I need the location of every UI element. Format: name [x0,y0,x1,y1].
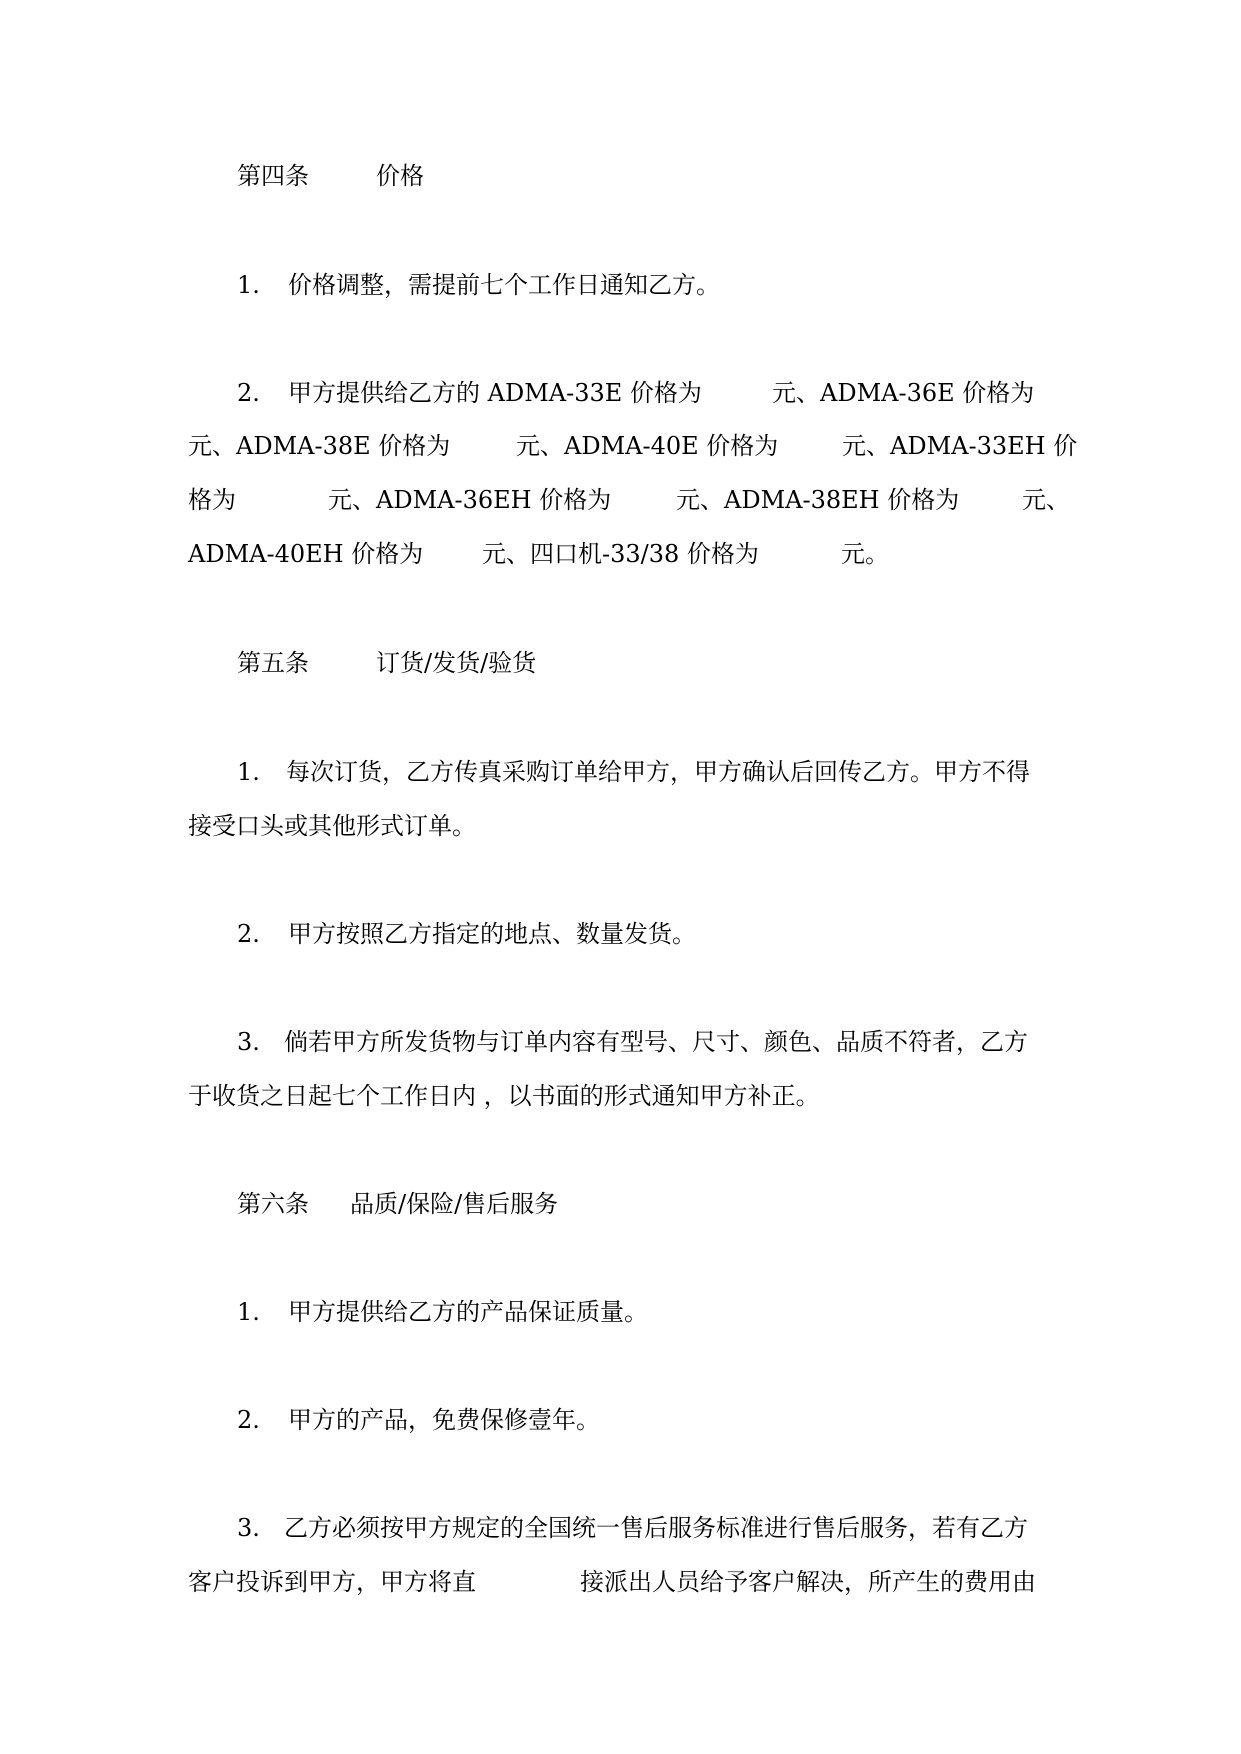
item-text: 元、ADMA-33EH 价 [842,432,1078,460]
item-text: 元、ADMA-36EH 价格为 [328,486,612,514]
item-text: 元、ADMA-36E 价格为 [772,379,1035,407]
item-text: 价格调整，需提前七个工作日通知乙方。 [288,271,720,299]
item-text: 甲方提供给乙方的 ADMA-33E 价格为 [288,379,702,407]
item-number: 3. [237,1514,260,1542]
item-text: 接受口头或其他形式订单。 [188,812,476,840]
article-5-title: 订货/发货/验货 [376,649,537,677]
item-number: 2. [237,379,260,407]
item-text: 元、四口机-33/38 价格为 [482,540,759,568]
item-number: 1. [237,758,260,786]
article-6-title: 品质/保险/售后服务 [350,1190,559,1218]
item-text: 甲方的产品，免费保修壹年。 [288,1406,600,1434]
article-4-label: 第四条 [237,162,309,190]
item-number: 1. [237,271,260,299]
article-4-title: 价格 [376,162,424,190]
item-text: 格为 [188,486,236,514]
item-text: ADMA-40EH 价格为 [188,540,424,568]
item-text: 倘若甲方所发货物与订单内容有型号、尺寸、颜色、品质不符者，乙方 [284,1028,1028,1056]
article-6-label: 第六条 [237,1190,309,1218]
item-text: 元、 [1022,486,1070,514]
item-text: 接派出人员给予客户解决，所产生的费用由 [580,1568,1036,1596]
item-number: 2. [237,1406,260,1434]
item-text: 元。 [841,540,889,568]
item-text: 元、ADMA-38EH 价格为 [676,486,960,514]
item-text: 每次订货，乙方传真采购订单给甲方，甲方确认后回传乙方。甲方不得 [286,758,1030,786]
article-5-label: 第五条 [237,649,309,677]
item-text: 客户投诉到甲方，甲方将直 [188,1568,476,1596]
item-text: 甲方按照乙方指定的地点、数量发货。 [288,920,696,948]
item-text: 于收货之日起七个工作日内 ，以书面的形式通知甲方补正。 [188,1082,820,1110]
item-text: 元、ADMA-38E 价格为 [188,432,451,460]
item-number: 2. [237,920,260,948]
item-text: 元、ADMA-40E 价格为 [516,432,779,460]
item-number: 3. [237,1028,260,1056]
item-text: 乙方必须按甲方规定的全国统一售后服务标准进行售后服务，若有乙方 [284,1514,1028,1542]
item-number: 1. [237,1298,260,1326]
item-text: 甲方提供给乙方的产品保证质量。 [288,1298,648,1326]
